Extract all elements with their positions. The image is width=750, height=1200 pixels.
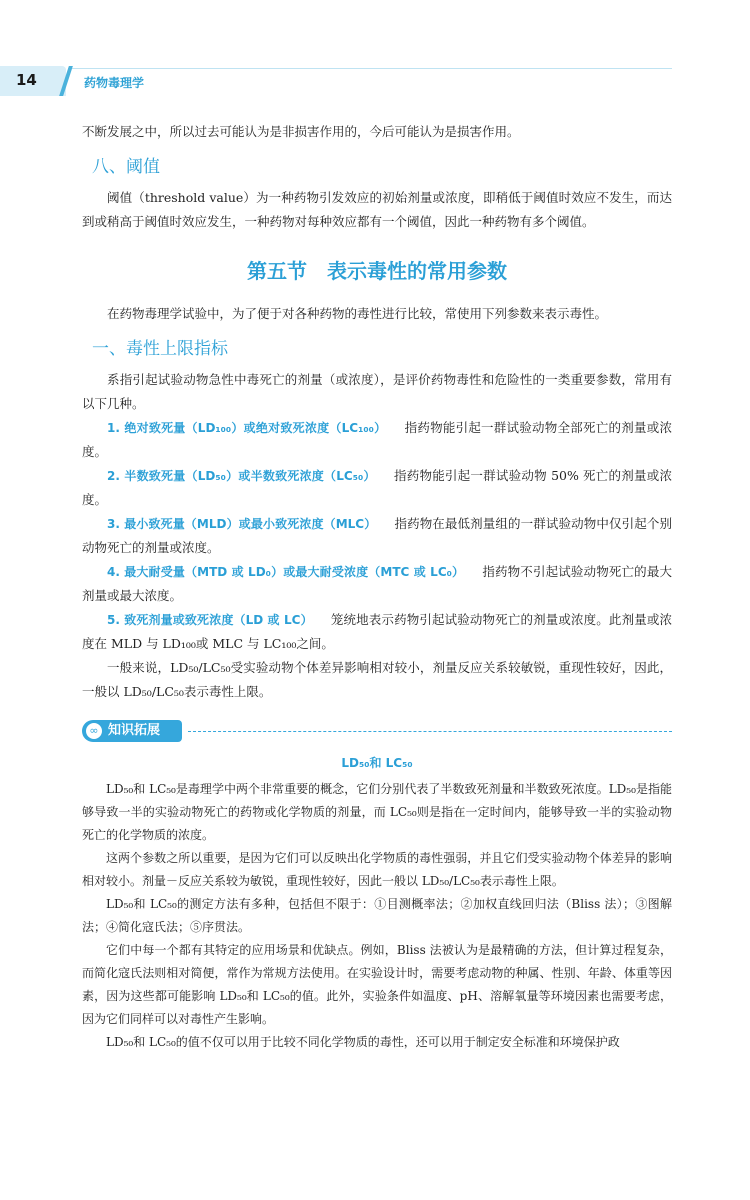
subsection-1-intro: 系指引起试验动物急性中毒死亡的剂量（或浓度），是评价药物毒性和危险性的一类重要参数，常用有以下几种。 bbox=[82, 372, 672, 411]
chapter-intro: 在药物毒理学试验中，为了便于对各种药物的毒性进行比较，常使用下列参数来表示毒性。 bbox=[107, 306, 608, 321]
extension-para: 它们中每一个都有其特定的应用场景和优缺点。例如，Bliss 法被认为是最精确的方法，但计算过程复杂，而简化寇氏法则相对简便，常作为常规方法使用。在实验设计时，需要考虑动物的种属、性别、年龄、体重等因素，因为这些都可能影响 LD₅₀和 LC₅₀的值。此外，实验条件如温度、pH、溶解氧量等环境因素也需要考虑，因为它们同样可以对毒性产生影响。 bbox=[82, 943, 672, 1026]
subsection-1-heading: 一、毒性上限指标 bbox=[92, 339, 228, 359]
extension-para: LD₅₀和 LC₅₀的值不仅可以用于比较不同化学物质的毒性，还可以用于制定安全标准和环境保护政 bbox=[106, 1035, 620, 1049]
item-desc: 指药物不引起试验动物死亡的最大剂量或最大浓度。 bbox=[82, 564, 672, 603]
link-icon: ∞ bbox=[86, 723, 102, 739]
knowledge-extension-bar bbox=[82, 718, 672, 746]
item-desc: 指药物能引起一群试验动物全部死亡的剂量或浓度。 bbox=[82, 420, 672, 459]
page-content bbox=[82, 120, 672, 1054]
item-term: 1. 绝对致死量（LD₁₀₀）或绝对致死浓度（LC₁₀₀） bbox=[107, 421, 387, 435]
list-item bbox=[82, 416, 672, 464]
page-number: 14 bbox=[16, 71, 37, 89]
extension-para: LD₅₀和 LC₅₀是毒理学中两个非常重要的概念，它们分别代表了半数致死剂量和半数致死浓度。LD₅₀是指能够导致一半的实验动物死亡的药物或化学物质的剂量，而 LC₅₀则是指在一定时间内，能够导致一半的实验动物死亡的化学物质的浓度。 bbox=[82, 782, 672, 842]
item-term: 4. 最大耐受量（MTD 或 LD₀）或最大耐受浓度（MTC 或 LC₀） bbox=[107, 565, 465, 579]
list-item bbox=[82, 464, 672, 512]
extension-para: LD₅₀和 LC₅₀的测定方法有多种，包括但不限于：①目测概率法；②加权直线回归法（Bliss 法）；③图解法；④简化寇氏法；⑤序贯法。 bbox=[82, 897, 672, 934]
badge-label: 知识拓展 bbox=[108, 723, 161, 738]
page-header bbox=[0, 66, 680, 96]
extension-title: LD₅₀和 LC₅₀ bbox=[341, 756, 413, 770]
item-desc: 笼统地表示药物引起试验动物死亡的剂量或浓度。此剂量或浓度在 MLD 与 LD₁₀₀或 MLC 与 LC₁₀₀之间。 bbox=[82, 612, 672, 651]
list-item bbox=[82, 512, 672, 560]
item-term: 5. 致死剂量或致死浓度（LD 或 LC） bbox=[107, 613, 313, 627]
item-term: 3. 最小致死量（MLD）或最小致死浓度（MLC） bbox=[107, 517, 377, 531]
item-term: 2. 半数致死量（LD₅₀）或半数致死浓度（LC₅₀） bbox=[107, 469, 376, 483]
list-item bbox=[82, 608, 672, 656]
summary-text: 一般来说，LD₅₀/LC₅₀受实验动物个体差异影响相对较小，剂量反应关系较敏锐，重现性较好，因此，一般以 LD₅₀/LC₅₀表示毒性上限。 bbox=[82, 660, 672, 699]
section-8-heading: 八、阈值 bbox=[92, 157, 160, 177]
extension-box bbox=[82, 752, 672, 1054]
item-desc: 指药物在最低剂量组的一群试验动物中仅引起个别动物死亡的剂量或浓度。 bbox=[82, 516, 672, 555]
chapter-heading: 第五节 表示毒性的常用参数 bbox=[247, 259, 507, 283]
header-rule bbox=[68, 68, 672, 69]
para-continuation: 不断发展之中，所以过去可能认为是非损害作用的，今后可能认为是损害作用。 bbox=[82, 124, 520, 139]
extension-para: 这两个参数之所以重要，是因为它们可以反映出化学物质的毒性强弱，并且它们受实验动物个体差异的影响相对较小。剂量－反应关系较为敏锐，重现性较好，因此一般以 LD₅₀/LC₅₀表示毒性上限。 bbox=[82, 851, 672, 888]
knowledge-extension-badge bbox=[82, 720, 182, 742]
section-8-text: 阈值（threshold value）为一种药物引发效应的初始剂量或浓度，即稍低于阈值时效应不发生，而达到或稍高于阈值时效应发生，一种药物对每种效应都有一个阈值，因此一种药物有多个阈值。 bbox=[82, 190, 672, 229]
dashed-divider bbox=[188, 731, 672, 732]
list-item bbox=[82, 560, 672, 608]
page-number-tab bbox=[0, 66, 66, 96]
item-desc: 指药物能引起一群试验动物 50% 死亡的剂量或浓度。 bbox=[82, 468, 673, 507]
book-title: 药物毒理学 bbox=[84, 76, 145, 90]
